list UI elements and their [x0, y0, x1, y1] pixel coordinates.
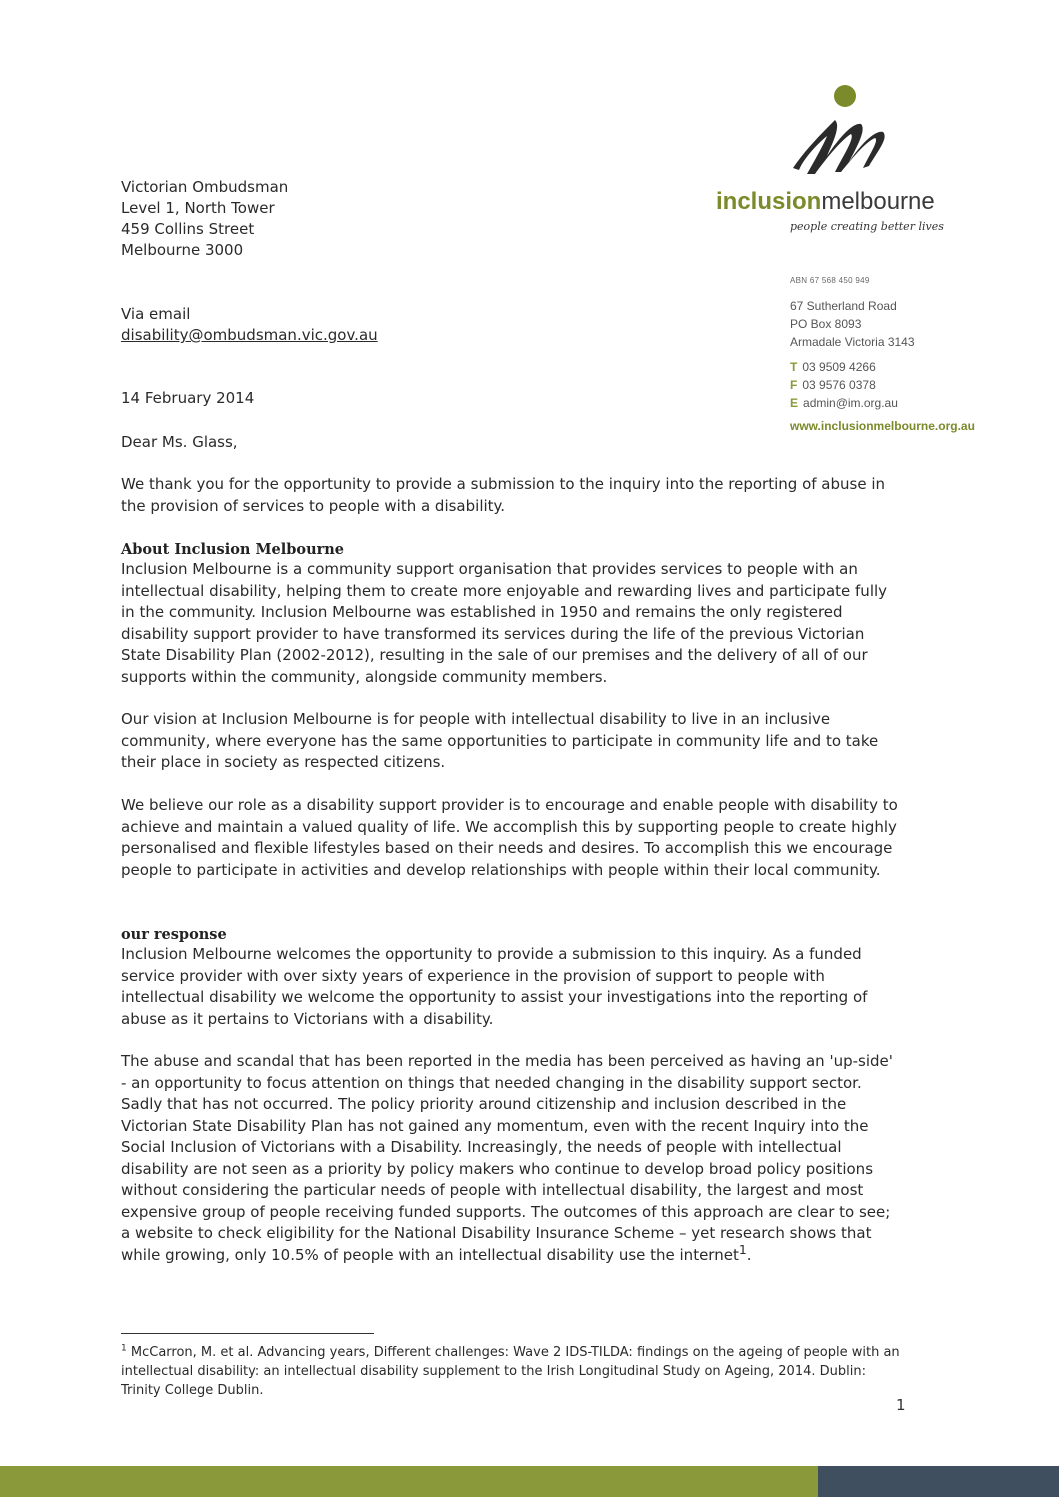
- salutation: Dear Ms. Glass,: [121, 433, 238, 451]
- about-paragraph-1: Inclusion Melbourne is a community support organisation that provides services to people with an intellectual disability, helping them to create more enjoyable and rewarding lives and participate fully in the community. Inclusion Melbourne was established in 1950 and remains the only registered disability support provider to have transformed its services during the life of the previous Victorian State Disability Plan (2002-2012), resulting in the sale of our premises and the delivery of all of our supports within the community, alongside community members.: [121, 560, 888, 686]
- org-email: [790, 394, 898, 412]
- recipient-line: Melbourne 3000: [121, 241, 244, 259]
- inclusion-melbourne-logo: [715, 80, 975, 240]
- recipient-address: [121, 177, 288, 261]
- org-address: [790, 297, 915, 351]
- email-value[interactable]: admin@im.org.au: [803, 396, 898, 410]
- recipient-line: Level 1, North Tower: [121, 199, 275, 217]
- about-paragraph-2: Our vision at Inclusion Melbourne is for people with intellectual disability to live in an inclusive community, where everyone has the same opportunities to participate in community life and to take their place in society as respected citizens.: [121, 710, 879, 771]
- org-address-line: Armadale Victoria 3143: [790, 335, 915, 349]
- logo-name-rest: melbourne: [821, 188, 935, 215]
- response-paragraph-1: Inclusion Melbourne welcomes the opportunity to provide a submission to this inquiry. As a funded service provider with over sixty years of experience in the provision of support to people with intellectual disability we welcome the opportunity to assist your investigations into the reporting of abuse as it pertains to Victorians with a disability.: [121, 945, 868, 1028]
- response-p2-text: The abuse and scandal that has been reported in the media has been perceived as having an 'up-side' - an opportunity to focus attention on things that needed changing in the disability support sector. Sadly that has not occurred. The policy priority around citizenship and inclusion described in the Victorian State Disability Plan has not gained any momentum, even with the recent Inquiry into the Social Inclusion of Victorians with a Disability. Increasingly, the needs of people with intellectual disability are not seen as a priority by policy makers who continue to develop broad policy positions without considering the particular needs of people with intellectual disability, the largest and most expensive group of people receiving funded supports. The outcomes of this approach are clear to see; a website to check eligibility for the National Disability Insurance Scheme – yet research shows that while growing, only 10.5% of people with an intellectual disability use the internet: [121, 1052, 893, 1264]
- about-heading: About Inclusion Melbourne: [121, 541, 345, 558]
- intro-paragraph: We thank you for the opportunity to provide a submission to the inquiry into the reporting of abuse in the provision of services to people with a disability.: [121, 475, 885, 515]
- phone-value[interactable]: 03 9509 4266: [802, 360, 876, 374]
- footnote-divider: [121, 1333, 374, 1334]
- logo-name-bold: inclusion: [716, 188, 822, 215]
- logo-dot: [834, 85, 856, 107]
- fax-label: F: [790, 378, 798, 392]
- page-number: 1: [896, 1396, 906, 1414]
- org-fax: [790, 376, 898, 394]
- org-website-link[interactable]: www.inclusionmelbourne.org.au: [790, 419, 975, 433]
- response-heading: our response: [121, 926, 227, 943]
- org-contacts: [790, 358, 898, 412]
- about-paragraph-3: We believe our role as a disability support provider is to encourage and enable people with disability to achieve and maintain a valued quality of life. We accomplish this by supporting people to create highly personalised and flexible lifestyles based on their needs and desires. To accomplish this we encourage people to participate in activities and develop relationships with people within their local community.: [121, 796, 898, 879]
- footnote-text: McCarron, M. et al. Advancing years, Different challenges: Wave 2 IDS-TILDA: findings on the ageing of people with an intellectual disability: an intellectual disability supplement to the Irish Longitudinal Study on Ageing, 2014. Dublin: Trinity College Dublin.: [121, 1345, 900, 1398]
- org-address-line: PO Box 8093: [790, 317, 862, 331]
- fax-value: 03 9576 0378: [802, 378, 876, 392]
- logo-tagline: people creating better lives: [790, 220, 944, 233]
- via-label: Via email: [121, 305, 191, 323]
- footnote: [121, 1343, 901, 1400]
- via-block: [121, 304, 378, 346]
- org-address-line: 67 Sutherland Road: [790, 299, 897, 313]
- letter-date: 14 February 2014: [121, 389, 255, 407]
- via-email-link[interactable]: disability@ombudsman.vic.gov.au: [121, 326, 378, 344]
- org-abn: ABN 67 568 450 949: [790, 276, 870, 285]
- recipient-line: 459 Collins Street: [121, 220, 255, 238]
- footnote-marker: 1: [121, 1343, 127, 1354]
- response-paragraph-2: [121, 1051, 901, 1266]
- footer-band-blue: [818, 1466, 1059, 1497]
- footnote-ref: 1: [738, 1241, 747, 1257]
- phone-label: T: [790, 360, 798, 374]
- logo-mark: [793, 120, 885, 174]
- email-label: E: [790, 396, 799, 410]
- footer-band-green: [0, 1466, 818, 1497]
- response-p2-end: .: [746, 1245, 752, 1264]
- org-phone: [790, 358, 898, 376]
- recipient-line: Victorian Ombudsman: [121, 178, 289, 196]
- logo-wordmark: [716, 188, 935, 216]
